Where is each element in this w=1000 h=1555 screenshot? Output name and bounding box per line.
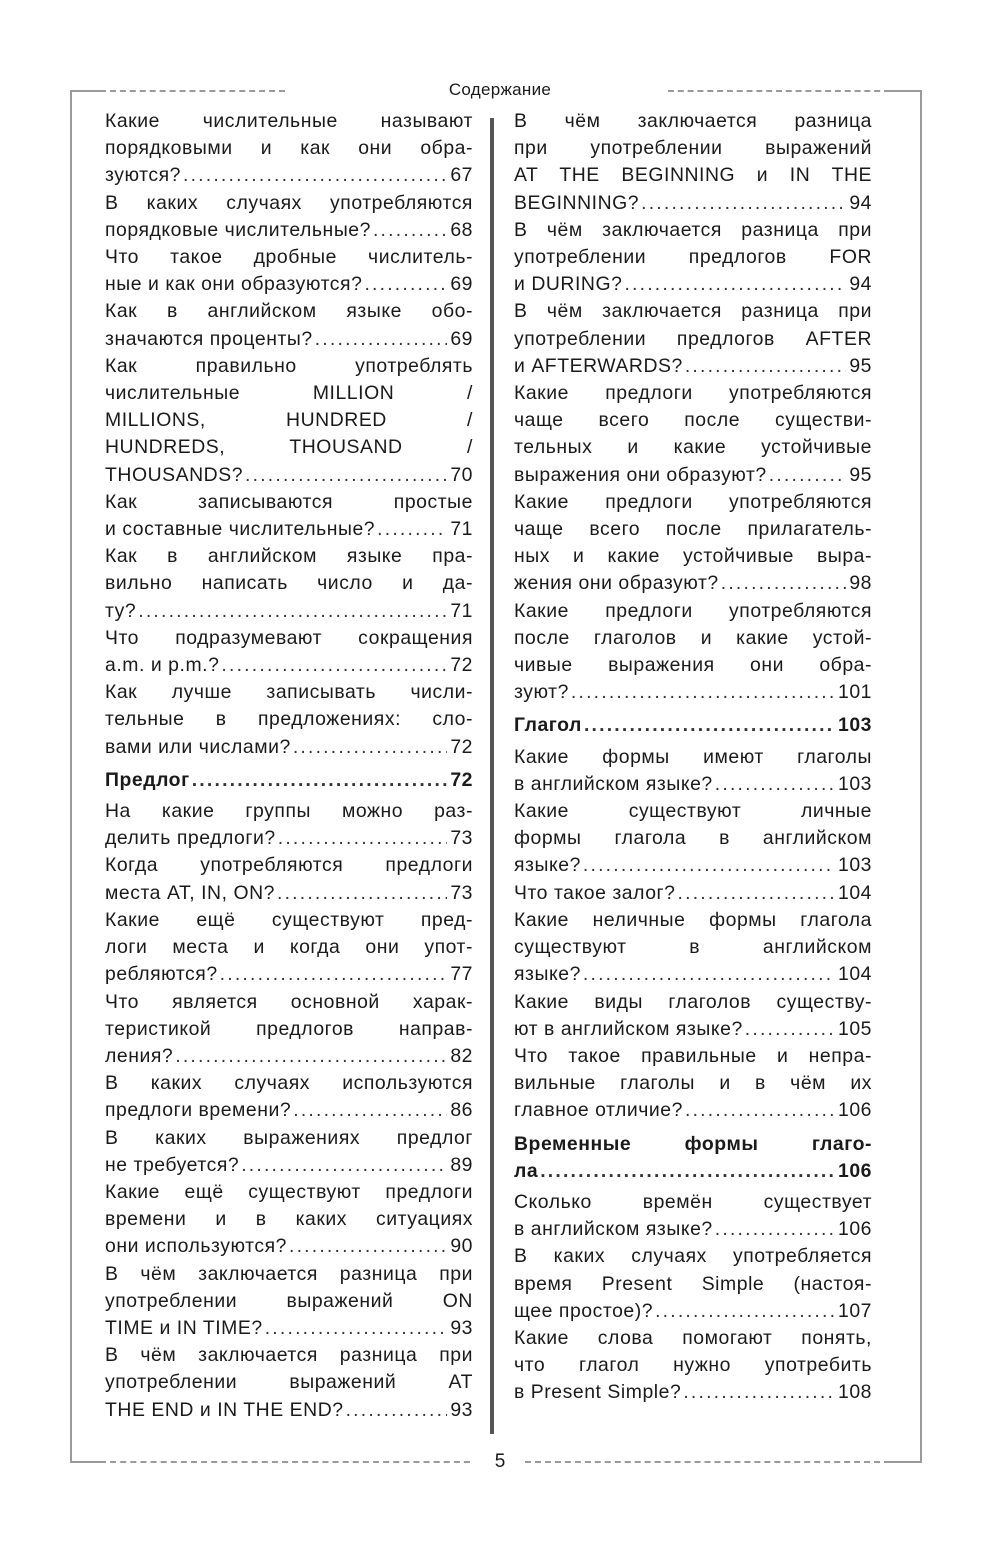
toc-entry-title: THE END и IN THE END? (105, 1398, 344, 1421)
toc-entry-line: времени и в каких ситуациях (105, 1208, 473, 1231)
toc-left-column (105, 108, 473, 1424)
toc-page-number: 93 (450, 1316, 473, 1339)
toc-entry (105, 625, 473, 679)
toc-entry-title: Глагол (514, 714, 582, 737)
toc-entry-line: Как в английском языке обо- (105, 300, 473, 323)
toc-entry (105, 244, 473, 298)
toc-entry-line: HUNDREDS, THOUSAND / (105, 436, 473, 459)
toc-entry-line: Что такое дробные числитель- (105, 246, 473, 269)
toc-entry-title: a.m. и p.m.? (105, 654, 220, 677)
running-header: Содержание (448, 80, 552, 99)
toc-page-number: 94 (849, 191, 872, 214)
dot-leader (293, 1097, 447, 1124)
dot-leader (583, 852, 835, 879)
toc-entry (105, 353, 473, 489)
toc-page-number: 103 (837, 854, 872, 877)
toc-section-heading (514, 1131, 872, 1185)
toc-page-number: 73 (450, 827, 473, 850)
toc-entry-line: В каких выражениях предлог (105, 1126, 473, 1149)
toc-right-column (514, 108, 872, 1407)
toc-page-number: 82 (450, 1044, 473, 1067)
toc-entry (514, 1189, 872, 1243)
toc-entry (105, 989, 473, 1071)
toc-entry-title: они используются? (105, 1235, 287, 1258)
toc-entry (514, 907, 872, 989)
dot-leader (715, 771, 835, 798)
dot-leader (277, 880, 447, 907)
toc-entry-line: после глаголов и какие устой- (514, 626, 872, 649)
toc-entry-title: вами или числами? (105, 735, 291, 758)
toc-entry-title: зуют? (514, 681, 569, 704)
toc-entry-title: ребляются? (105, 963, 218, 986)
toc-page-number: 69 (450, 327, 473, 350)
dot-leader (245, 462, 447, 489)
toc-entry-line: В каких случаях употребляется (514, 1245, 872, 1268)
dot-leader (293, 734, 448, 761)
toc-entry (105, 907, 473, 989)
toc-page-number: 108 (837, 1381, 872, 1404)
toc-entry (514, 880, 872, 907)
toc-page-number: 86 (450, 1099, 473, 1122)
frame-right-border (920, 90, 922, 1462)
toc-entry (105, 1179, 473, 1261)
toc-page-number: 107 (837, 1299, 872, 1322)
toc-entry-title: ют в английском языке? (514, 1017, 743, 1040)
toc-entry-title: языке? (514, 854, 581, 877)
toc-entry-line: тельные в предложениях: сло- (105, 708, 473, 731)
toc-entry-line: употреблении предлогов FOR (514, 246, 872, 269)
toc-entry-title: языке? (514, 963, 581, 986)
dot-leader (655, 1298, 835, 1325)
toc-entry-title: делить предлоги? (105, 827, 276, 850)
toc-entry-line: Что такое правильные и непра- (514, 1044, 872, 1067)
toc-entry-line: В чём заключается разница (514, 110, 872, 132)
toc-entry-title: в английском языке? (514, 1218, 713, 1241)
toc-page-number: 98 (849, 572, 872, 595)
toc-page-number: 90 (450, 1235, 473, 1258)
toc-page-number: 103 (837, 772, 872, 795)
toc-page-number: 72 (450, 768, 473, 791)
dot-leader (641, 190, 846, 217)
frame-left-border (70, 90, 72, 1462)
toc-entry-line: существуют в английском (514, 936, 872, 959)
toc-entry-line: Как правильно употреблять (105, 354, 473, 377)
toc-entry (514, 489, 872, 598)
toc-entry (105, 298, 473, 352)
toc-page-number: 71 (450, 518, 473, 541)
toc-entry-line: порядковыми и как они обра- (105, 137, 473, 160)
toc-entry-title: места AT, IN, ON? (105, 881, 275, 904)
toc-entry-line: Какие виды глаголов существу- (514, 990, 872, 1013)
toc-entry-title: значаются проценты? (105, 327, 313, 350)
toc-entry (105, 1261, 473, 1343)
toc-page-number: 72 (450, 654, 473, 677)
toc-entry (514, 598, 872, 707)
toc-entry-line: при употреблении выражений (514, 137, 872, 160)
toc-entry (514, 217, 872, 299)
toc-entry (514, 744, 872, 798)
toc-entry-title: и AFTERWARDS? (514, 354, 683, 377)
toc-entry-title: выражения они образуют? (514, 463, 767, 486)
dot-leader (683, 1379, 835, 1406)
toc-page-number: 106 (837, 1218, 872, 1241)
toc-entry-line: Что является основной харак- (105, 990, 473, 1013)
page-number: 5 (494, 1451, 506, 1472)
toc-entry (105, 1125, 473, 1179)
column-divider (490, 118, 494, 1434)
toc-section-heading (105, 767, 473, 794)
toc-entry (105, 1342, 473, 1424)
toc-section-heading (514, 712, 872, 739)
toc-page-number: 105 (837, 1017, 872, 1040)
dot-leader (583, 961, 835, 988)
toc-entry-title: в английском языке? (514, 772, 713, 795)
toc-entry-title: и составные числительные? (105, 518, 376, 541)
toc-entry-title: TIME и IN TIME? (105, 1316, 263, 1339)
toc-page-number: 77 (450, 963, 473, 986)
toc-entry-title: ления? (105, 1044, 174, 1067)
toc-entry-title: BEGINNING? (514, 191, 640, 214)
toc-entry-line: вильно написать число и да- (105, 572, 473, 595)
toc-entry-title: ту? (105, 599, 137, 622)
toc-entry (514, 380, 872, 489)
dot-leader (241, 1152, 447, 1179)
toc-page-number: 93 (450, 1398, 473, 1421)
toc-page-number: 69 (450, 273, 473, 296)
toc-entry (514, 108, 872, 217)
toc-entry-line: Сколько времён существует (514, 1190, 872, 1213)
toc-page-number: 106 (837, 1159, 872, 1182)
toc-entry-line: Какие формы имеют глаголы (514, 745, 872, 768)
toc-entry (514, 1325, 872, 1407)
dot-leader (221, 652, 447, 679)
toc-entry (514, 989, 872, 1043)
toc-entry-title: ные и как они образуются? (105, 273, 363, 296)
toc-page-number: 104 (837, 963, 872, 986)
dot-leader (377, 516, 447, 543)
toc-entry-line: Какие числительные называют (105, 110, 473, 132)
dot-leader (278, 825, 448, 852)
toc-entry-line: В каких случаях употребляются (105, 191, 473, 214)
toc-entry-line: числительные MILLION / (105, 382, 473, 405)
toc-page-number: 67 (450, 164, 473, 187)
toc-entry-line: В чём заключается разница при (514, 300, 872, 323)
toc-page-number: 95 (849, 354, 872, 377)
toc-entry-line: В чём заключается разница при (105, 1344, 473, 1367)
toc-entry-title: THOUSANDS? (105, 463, 244, 486)
toc-page-number: 70 (450, 463, 473, 486)
toc-page-number: 101 (837, 681, 872, 704)
dot-leader (540, 1158, 835, 1185)
toc-page-number: 68 (450, 218, 473, 241)
toc-entry-line: Какие неличные формы глагола (514, 908, 872, 931)
toc-page-number: 72 (450, 735, 473, 758)
toc-entry-title: Предлог (105, 768, 190, 791)
toc-entry-line: употреблении предлогов AFTER (514, 327, 872, 350)
toc-entry-line: Какие слова помогают понять, (514, 1326, 872, 1349)
toc-entry-title: в Present Simple? (514, 1381, 682, 1404)
dot-leader (769, 462, 847, 489)
toc-entry-line: Как в английском языке пра- (105, 545, 473, 568)
toc-page-number: 103 (837, 714, 872, 737)
toc-entry (105, 190, 473, 244)
dot-leader (678, 880, 835, 907)
toc-entry-title: предлоги времени? (105, 1099, 292, 1122)
toc-entry (105, 1070, 473, 1124)
toc-entry-title: не требуется? (105, 1153, 240, 1176)
toc-entry-line: логи места и когда они упот- (105, 936, 473, 959)
toc-entry-title: щее простое)? (514, 1299, 654, 1322)
dot-leader (685, 1097, 835, 1124)
toc-entry-line: тельных и какие устойчивые (514, 436, 872, 459)
toc-entry-title: зуются? (105, 164, 181, 187)
toc-entry-line: Какие предлоги употребляются (514, 599, 872, 622)
dot-leader (624, 271, 846, 298)
dot-leader (138, 598, 447, 625)
toc-entry-title: и DURING? (514, 273, 623, 296)
dot-leader (175, 1043, 447, 1070)
toc-page-number: 73 (450, 881, 473, 904)
toc-entry-line: MILLIONS, HUNDRED / (105, 409, 473, 432)
toc-entry-line: Временные формы глаго- (514, 1132, 872, 1155)
toc-entry-line: что глагол нужно употребить (514, 1354, 872, 1377)
toc-entry-line: В чём заключается разница при (514, 218, 872, 241)
toc-page-number: 89 (450, 1153, 473, 1176)
toc-entry-line: Какие ещё существуют пред- (105, 908, 473, 931)
dot-leader (685, 353, 847, 380)
toc-entry-line: время Present Simple (настоя- (514, 1272, 872, 1295)
dot-leader (346, 1397, 448, 1424)
dot-leader (289, 1233, 447, 1260)
dot-leader (265, 1315, 448, 1342)
toc-entry-line: вильные глаголы и в чём их (514, 1072, 872, 1095)
dot-leader (183, 162, 447, 189)
toc-entry-line: чивые выражения они обра- (514, 654, 872, 677)
toc-page-number: 71 (450, 599, 473, 622)
toc-entry (514, 1243, 872, 1325)
toc-entry-line: Что подразумевают сокращения (105, 626, 473, 649)
toc-entry-title: жения они образуют? (514, 572, 719, 595)
dot-leader (715, 1216, 835, 1243)
toc-entry-line: AT THE BEGINNING и IN THE (514, 164, 872, 187)
toc-entry (514, 298, 872, 380)
toc-entry-line: Какие существуют личные (514, 800, 872, 823)
toc-entry-line: Какие ещё существуют предлоги (105, 1180, 473, 1203)
toc-entry (514, 798, 872, 880)
toc-entry-title: Что такое залог? (514, 881, 676, 904)
toc-entry-line: Как лучше записывать числи- (105, 681, 473, 704)
toc-entry-line: теристикой предлогов направ- (105, 1017, 473, 1040)
dot-leader (364, 271, 447, 298)
dot-leader (745, 1016, 835, 1043)
toc-entry (105, 489, 473, 543)
dot-leader (192, 767, 448, 794)
toc-entry-line: Как записываются простые (105, 490, 473, 513)
toc-entry (514, 1043, 872, 1125)
toc-page-number: 95 (849, 463, 872, 486)
toc-entry-line: формы глагола в английском (514, 827, 872, 850)
toc-entry-line: употреблении выражений ON (105, 1289, 473, 1312)
toc-entry-title: главное отличие? (514, 1099, 683, 1122)
dot-leader (220, 961, 448, 988)
toc-page-number: 106 (837, 1099, 872, 1122)
toc-entry-line: На какие группы можно раз- (105, 800, 473, 823)
toc-entry (105, 679, 473, 761)
toc-entry-title: ла (514, 1159, 539, 1182)
toc-entry (105, 543, 473, 625)
toc-entry-line: Какие предлоги употребляются (514, 490, 872, 513)
toc-page-number: 94 (849, 273, 872, 296)
toc-entry-line: чаще всего после прилагатель- (514, 518, 872, 541)
toc-entry-line: ных и какие устойчивые выра- (514, 545, 872, 568)
toc-entry-line: В чём заключается разница при (105, 1262, 473, 1285)
dot-leader (315, 326, 448, 353)
toc-entry-line: употреблении выражений AT (105, 1371, 473, 1394)
toc-entry (105, 108, 473, 190)
toc-entry-line: В каких случаях используются (105, 1072, 473, 1095)
dot-leader (373, 217, 447, 244)
toc-page-number: 104 (837, 881, 872, 904)
dot-leader (571, 679, 835, 706)
toc-entry (105, 798, 473, 852)
toc-entry-title: порядковые числительные? (105, 218, 371, 241)
dot-leader (584, 712, 835, 739)
dot-leader (721, 570, 847, 597)
toc-entry (105, 852, 473, 906)
toc-entry-line: чаще всего после существи- (514, 409, 872, 432)
toc-entry-line: Когда употребляются предлоги (105, 854, 473, 877)
toc-entry-line: Какие предлоги употребляются (514, 382, 872, 405)
